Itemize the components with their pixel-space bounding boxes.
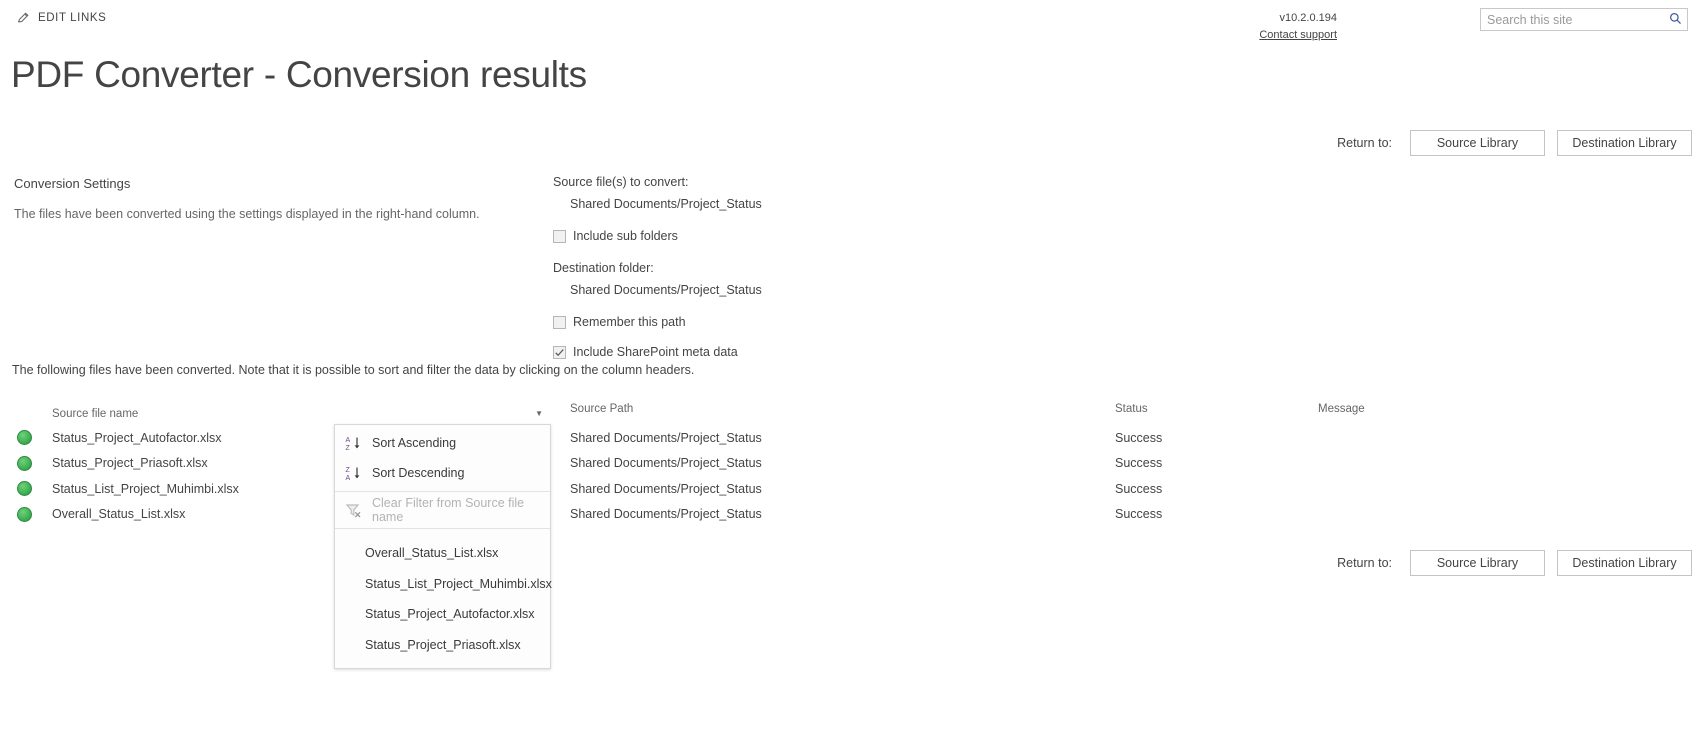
filter-file-item[interactable]: Status_Project_Autofactor.xlsx <box>365 607 535 622</box>
svg-text:A: A <box>345 436 351 444</box>
page-title: PDF Converter - Conversion results <box>11 53 587 95</box>
conversion-settings-values <box>553 173 973 359</box>
column-header-source-path[interactable]: Source Path <box>570 403 634 415</box>
table-row <box>0 476 1705 502</box>
sort-descending-menu-item[interactable] <box>335 458 550 488</box>
cell-status: Success <box>1115 456 1163 471</box>
search-button[interactable] <box>1663 9 1687 30</box>
destination-folder-value: Shared Documents/Project_Status <box>570 283 762 297</box>
sort-descending-icon <box>345 465 362 482</box>
destination-library-button-top[interactable]: Destination Library <box>1557 130 1692 156</box>
cell-source-file-name: Status_Project_Priasoft.xlsx <box>52 456 208 471</box>
cell-source-file-name: Overall_Status_List.xlsx <box>52 507 186 522</box>
include-sub-folders-label: Include sub folders <box>573 229 678 243</box>
checkbox-icon <box>553 316 566 329</box>
table-row <box>0 502 1705 528</box>
cell-source-path: Shared Documents/Project_Status <box>570 481 762 496</box>
return-to-row-bottom <box>1337 550 1692 576</box>
table-row <box>0 425 1705 451</box>
green-circle-icon <box>17 481 32 496</box>
cell-source-path: Shared Documents/Project_Status <box>570 456 762 471</box>
remember-path-checkbox[interactable] <box>553 315 973 329</box>
destination-folder-label: Destination folder: <box>553 261 654 275</box>
results-rows <box>0 425 1705 527</box>
sort-ascending-label: Sort Ascending <box>372 436 457 450</box>
version-block <box>1197 12 1337 43</box>
sort-descending-label: Sort Descending <box>372 466 465 480</box>
filter-file-item[interactable]: Status_Project_Priasoft.xlsx <box>365 637 521 652</box>
include-metadata-checkbox[interactable] <box>553 345 973 359</box>
conversion-settings-description: The files have been converted using the settings displayed in the right-hand column. <box>14 207 480 221</box>
conversion-settings-heading: Conversion Settings <box>14 176 131 191</box>
remember-path-label: Remember this path <box>573 315 686 329</box>
source-library-button-bottom[interactable]: Source Library <box>1410 550 1545 576</box>
column-header-source-file-name-label: Source file name <box>52 408 139 420</box>
source-library-button-top[interactable]: Source Library <box>1410 130 1545 156</box>
source-files-label: Source file(s) to convert: <box>553 175 689 189</box>
results-intro-text: The following files have been converted. Note that it is possible to sort and filter the data by clicking on the column headers. <box>12 363 695 377</box>
clear-filter-menu-item[interactable] <box>335 495 550 525</box>
top-bar <box>0 0 1705 41</box>
cell-message <box>1318 502 1518 528</box>
cell-source-file-name: Status_Project_Autofactor.xlsx <box>52 430 222 445</box>
return-to-row-top <box>1337 130 1692 156</box>
include-metadata-label: Include SharePoint meta data <box>573 345 738 359</box>
svg-text:Z: Z <box>345 466 350 474</box>
table-row <box>0 451 1705 477</box>
contact-support-link[interactable]: Contact support <box>1259 29 1337 41</box>
status-indicator-cell <box>8 502 42 528</box>
status-indicator-cell <box>8 476 42 502</box>
cell-status: Success <box>1115 481 1163 496</box>
return-to-label: Return to: <box>1337 556 1392 570</box>
include-sub-folders-checkbox[interactable] <box>553 229 973 243</box>
status-indicator-cell <box>8 425 42 451</box>
svg-text:A: A <box>345 474 351 482</box>
search-input[interactable] <box>1481 9 1663 30</box>
search-box[interactable] <box>1480 8 1688 31</box>
checkbox-icon <box>553 230 566 243</box>
svg-text:Z: Z <box>345 444 350 452</box>
sort-ascending-icon <box>345 435 362 452</box>
search-icon <box>1669 12 1682 28</box>
column-header-status[interactable]: Status <box>1115 403 1148 415</box>
cell-source-file-name: Status_List_Project_Muhimbi.xlsx <box>52 481 239 496</box>
cell-message <box>1318 451 1518 477</box>
menu-separator <box>335 528 550 529</box>
edit-links-button[interactable] <box>17 11 106 24</box>
cell-message <box>1318 476 1518 502</box>
filter-file-item[interactable]: Status_List_Project_Muhimbi.xlsx <box>365 576 552 591</box>
filter-file-item[interactable]: Overall_Status_List.xlsx <box>365 546 499 561</box>
edit-links-label: EDIT LINKS <box>38 11 107 24</box>
clear-filter-label: Clear Filter from Source file name <box>372 496 525 524</box>
status-indicator-cell <box>8 451 42 477</box>
column-header-source-file-name[interactable] <box>52 403 547 425</box>
return-to-label: Return to: <box>1337 136 1392 150</box>
results-grid <box>0 403 1705 527</box>
cell-source-path: Shared Documents/Project_Status <box>570 430 762 445</box>
version-number: v10.2.0.194 <box>1279 12 1337 24</box>
cell-message <box>1318 425 1518 451</box>
cell-status: Success <box>1115 430 1163 445</box>
green-circle-icon <box>17 456 32 471</box>
menu-separator <box>335 491 550 492</box>
filter-clear-icon <box>345 502 362 519</box>
green-circle-icon <box>17 507 32 522</box>
source-file-name-filter-menu[interactable] <box>334 424 551 669</box>
pencil-icon <box>17 11 30 24</box>
cell-source-path: Shared Documents/Project_Status <box>570 507 762 522</box>
checkbox-checked-icon <box>553 346 566 359</box>
destination-library-button-bottom[interactable]: Destination Library <box>1557 550 1692 576</box>
filter-file-list <box>335 532 550 660</box>
results-grid-header <box>0 403 1705 425</box>
sort-ascending-menu-item[interactable] <box>335 428 550 458</box>
chevron-down-icon[interactable]: ▼ <box>535 409 543 418</box>
column-header-message[interactable]: Message <box>1318 403 1365 415</box>
source-files-value: Shared Documents/Project_Status <box>570 197 762 211</box>
green-circle-icon <box>17 430 32 445</box>
conversion-settings-panel <box>14 176 534 223</box>
cell-status: Success <box>1115 507 1163 522</box>
